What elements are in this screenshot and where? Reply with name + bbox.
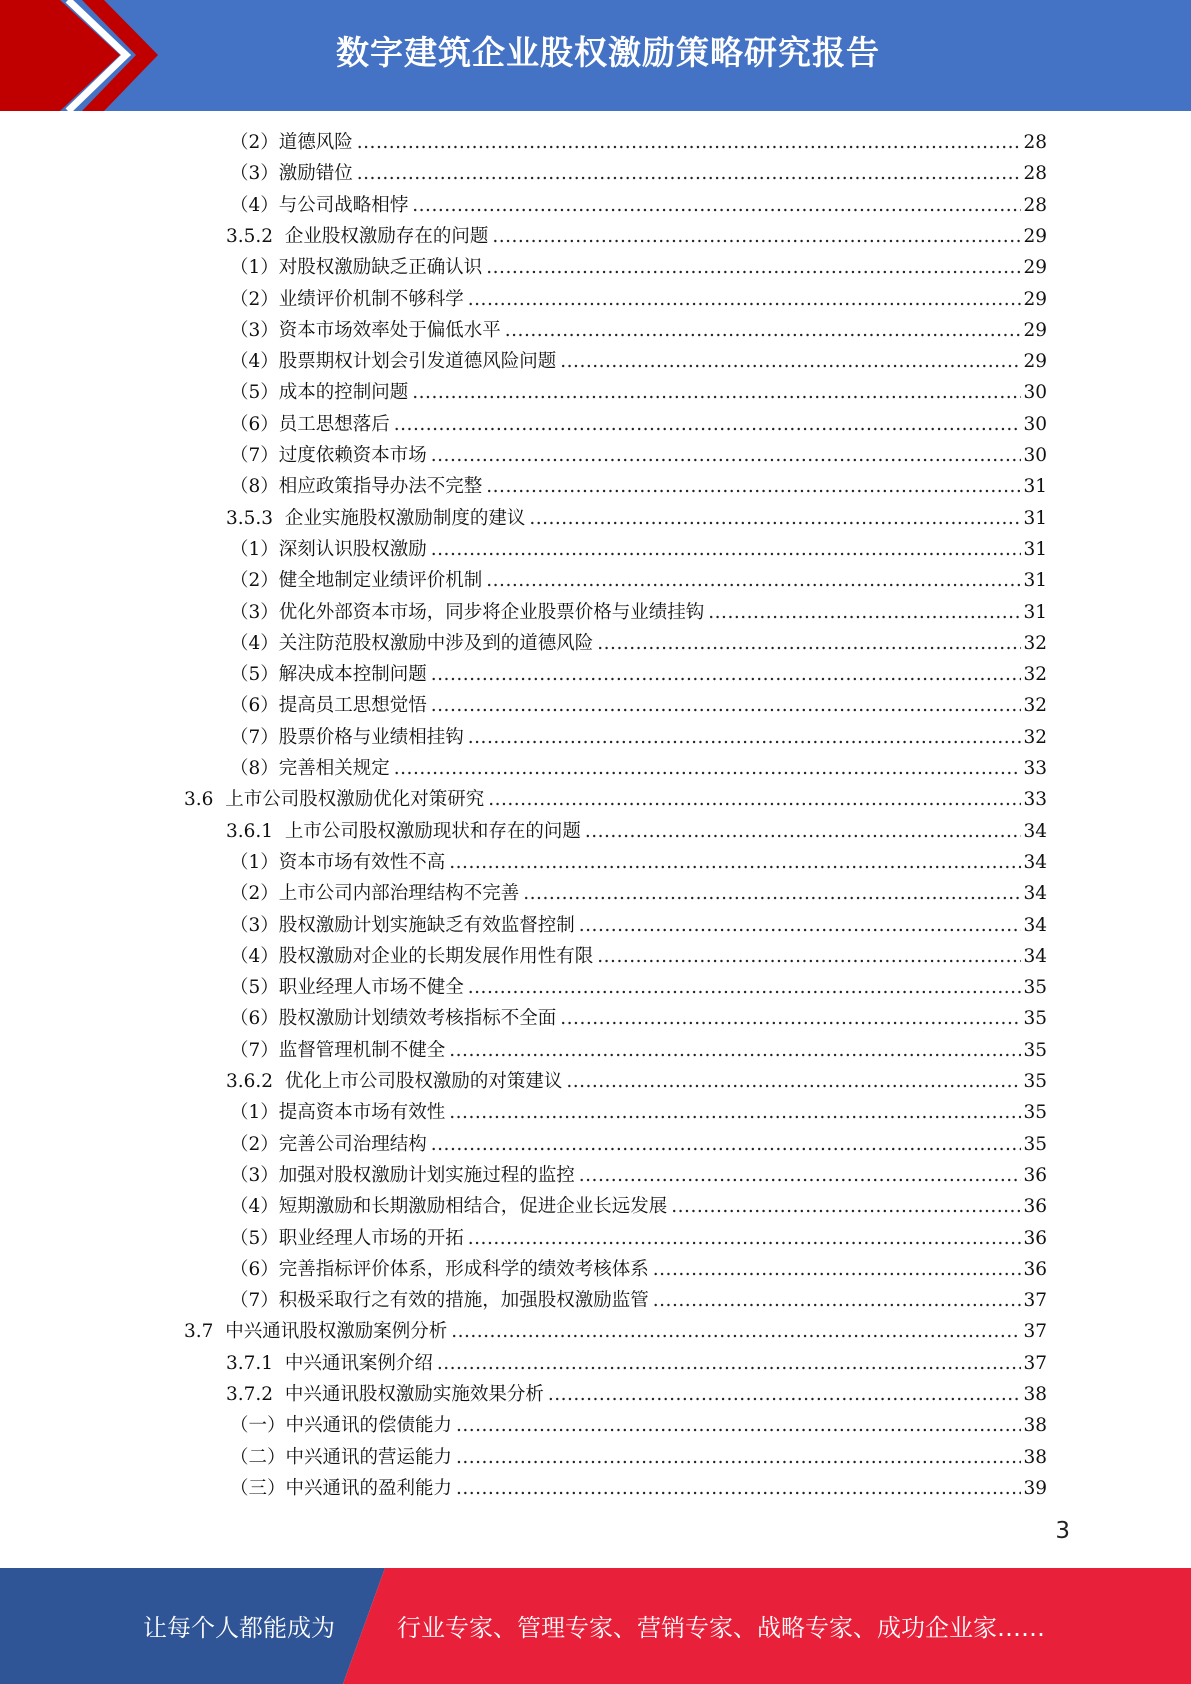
toc-entry-page: 32 <box>1023 695 1047 717</box>
toc-entry-number: （6） <box>230 1258 279 1280</box>
toc-entry-title: 与公司战略相悖 <box>278 194 409 216</box>
toc-entry[interactable] <box>230 315 1047 346</box>
toc-entry-number: （1） <box>230 1102 279 1124</box>
toc-entry-number: （2） <box>230 570 279 592</box>
toc-entry[interactable] <box>230 597 1047 628</box>
toc-dot-leader <box>597 628 1021 659</box>
toc-entry-number: （1） <box>230 851 279 873</box>
toc-dot-leader <box>431 534 1022 565</box>
toc-entry-title: 股权激励对企业的长期发展作用性有限 <box>278 945 594 967</box>
toc-dot-leader <box>486 252 1021 283</box>
toc-entry[interactable] <box>230 1254 1047 1285</box>
toc-entry-number: （1） <box>230 257 279 279</box>
toc-entry-number: （7） <box>230 726 279 748</box>
toc-entry-title: 上市公司股权激励优化对策研究 <box>225 789 485 811</box>
toc-entry[interactable] <box>226 221 1047 252</box>
toc-dot-leader <box>488 784 1021 815</box>
toc-entry-title: 加强对股权激励计划实施过程的监控 <box>278 1164 575 1186</box>
toc-entry-page: 38 <box>1023 1384 1047 1405</box>
toc-entry-title: 资本市场效率处于偏低水平 <box>278 319 501 341</box>
toc-dot-leader <box>431 659 1022 690</box>
toc-dot-leader <box>708 597 1021 628</box>
toc-entry-number: （8） <box>230 758 279 779</box>
toc-entry-page: 34 <box>1023 945 1047 967</box>
toc-entry-title: 中兴通讯的营运能力 <box>285 1446 453 1468</box>
toc-entry[interactable] <box>226 1379 1047 1410</box>
toc-entry-number: 3.6.1 <box>226 820 285 842</box>
toc-dot-leader <box>579 910 1022 941</box>
toc-entry-title: 积极采取行之有效的措施，加强股权激励监管 <box>278 1290 649 1312</box>
toc-dot-leader <box>505 315 1022 346</box>
toc-entry-page: 36 <box>1023 1227 1047 1249</box>
toc-entry-page: 28 <box>1023 194 1047 216</box>
toc-entry[interactable] <box>230 1285 1047 1316</box>
toc-entry-number: （5） <box>230 664 279 686</box>
toc-entry-number: （3） <box>230 1164 279 1186</box>
toc-entry-number: 3.5.3 <box>226 507 285 529</box>
toc-entry-number: （5） <box>230 1227 279 1249</box>
toc-entry[interactable] <box>230 1473 1047 1504</box>
toc-entry-title: 职业经理人市场的开拓 <box>278 1227 464 1249</box>
toc-entry-page: 32 <box>1023 664 1047 686</box>
toc-entry-title: 企业实施股权激励制度的建议 <box>284 507 526 529</box>
toc-entry[interactable] <box>230 628 1047 659</box>
toc-entry[interactable] <box>226 816 1047 847</box>
toc-entry-number: （4） <box>230 351 279 373</box>
toc-entry-number: （二） <box>230 1446 286 1468</box>
toc-dot-leader <box>597 941 1021 972</box>
toc-entry[interactable] <box>230 1191 1047 1222</box>
toc-entry[interactable] <box>230 753 1047 784</box>
toc-entry[interactable] <box>230 377 1047 408</box>
toc-dot-leader <box>431 1129 1022 1160</box>
toc-entry-page: 32 <box>1023 632 1047 654</box>
toc-dot-leader <box>560 1003 1021 1034</box>
toc-entry[interactable] <box>184 784 1047 815</box>
toc-entry[interactable] <box>230 127 1047 158</box>
toc-entry[interactable] <box>230 1410 1047 1441</box>
toc-entry-page: 28 <box>1023 163 1047 185</box>
toc-dot-leader <box>357 158 1022 189</box>
toc-entry-page: 33 <box>1023 758 1047 779</box>
toc-dot-leader <box>449 847 1021 878</box>
toc-entry-number: 3.7.2 <box>226 1384 285 1405</box>
toc-entry[interactable] <box>230 158 1047 189</box>
toc-entry-page: 31 <box>1023 476 1047 498</box>
toc-entry-title: 中兴通讯案例介绍 <box>284 1352 433 1374</box>
toc-dot-leader <box>394 753 1022 784</box>
toc-entry-page: 39 <box>1023 1477 1047 1499</box>
page-footer <box>0 1568 1191 1684</box>
toc-entry-number: （2） <box>230 1133 279 1155</box>
toc-entry-title: 短期激励和长期激励相结合，促进企业长远发展 <box>278 1196 668 1218</box>
toc-entry-number: （4） <box>230 194 279 216</box>
toc-entry[interactable] <box>230 1097 1047 1128</box>
toc-entry-number: （2） <box>230 132 279 153</box>
toc-entry-title: 股票价格与业绩相挂钩 <box>278 726 464 748</box>
toc-entry-title: 员工思想落后 <box>278 413 390 435</box>
toc-entry-number: （5） <box>230 977 279 999</box>
toc-entry-title: 监督管理机制不健全 <box>278 1039 446 1061</box>
toc-entry-title: 道德风险 <box>278 132 353 153</box>
toc-entry-number: （4） <box>230 1196 279 1218</box>
toc-entry[interactable] <box>230 1160 1047 1191</box>
toc-entry-title: 完善公司治理结构 <box>278 1133 427 1155</box>
toc-entry-page: 34 <box>1023 820 1047 842</box>
toc-entry-number: （3） <box>230 163 279 185</box>
toc-dot-leader <box>585 816 1022 847</box>
toc-entry-page: 36 <box>1023 1164 1047 1186</box>
toc-dot-leader <box>671 1191 1021 1222</box>
header-title: 数字建筑企业股权激励策略研究报告 <box>336 33 880 72</box>
toc-entry[interactable] <box>230 972 1047 1003</box>
toc-entry[interactable] <box>226 1348 1047 1379</box>
toc-dot-leader <box>357 127 1022 158</box>
toc-entry-number: 3.7 <box>184 1321 226 1343</box>
toc-entry-page: 30 <box>1023 382 1047 404</box>
toc-entry-number: 3.5.2 <box>226 225 285 247</box>
toc-entry-page: 34 <box>1023 851 1047 873</box>
toc-entry-title: 上市公司股权激励现状和存在的问题 <box>284 820 581 842</box>
toc-entry-title: 提高员工思想觉悟 <box>278 695 427 717</box>
toc-entry-page: 36 <box>1023 1196 1047 1218</box>
toc-entry-page: 31 <box>1023 507 1047 529</box>
toc-entry-title: 优化外部资本市场，同步将企业股票价格与业绩挂钩 <box>278 601 705 623</box>
toc-entry-number: 3.6.2 <box>226 1071 285 1092</box>
toc-entry-page: 29 <box>1023 257 1047 279</box>
toc-entry-page: 32 <box>1023 726 1047 748</box>
toc-entry[interactable] <box>226 503 1047 534</box>
toc-dot-leader <box>653 1285 1022 1316</box>
toc-entry[interactable] <box>230 440 1047 471</box>
toc-dot-leader <box>653 1254 1022 1285</box>
toc-entry[interactable] <box>230 1129 1047 1160</box>
toc-entry-number: （3） <box>230 319 279 341</box>
toc-entry[interactable] <box>230 565 1047 596</box>
toc-entry-page: 35 <box>1023 1039 1047 1061</box>
toc-dot-leader <box>431 440 1022 471</box>
toc-dot-leader <box>394 409 1022 440</box>
toc-entry[interactable] <box>230 1223 1047 1254</box>
toc-entry[interactable] <box>230 409 1047 440</box>
toc-entry-title: 上市公司内部治理结构不完善 <box>278 883 520 905</box>
toc-entry-page: 38 <box>1023 1415 1047 1437</box>
toc-dot-leader <box>456 1473 1021 1504</box>
toc-entry-title: 中兴通讯的盈利能力 <box>285 1477 453 1499</box>
toc-entry-page: 37 <box>1023 1321 1047 1343</box>
toc-entry-page: 35 <box>1023 977 1047 999</box>
toc-entry-number: （三） <box>230 1477 286 1499</box>
toc-dot-leader <box>529 503 1021 534</box>
toc-entry-title: 股票期权计划会引发道德风险问题 <box>278 351 557 373</box>
toc-entry-title: 深刻认识股权激励 <box>278 538 427 560</box>
toc-entry-title: 相应政策指导办法不完整 <box>278 476 483 498</box>
toc-entry[interactable] <box>230 284 1047 315</box>
toc-entry-title: 关注防范股权激励中涉及到的道德风险 <box>278 632 594 654</box>
toc-entry-title: 激励错位 <box>278 163 353 185</box>
toc-dot-leader <box>437 1348 1022 1379</box>
toc-entry[interactable] <box>230 1442 1047 1473</box>
toc-entry-title: 优化上市公司股权激励的对策建议 <box>284 1071 563 1092</box>
toc-entry[interactable] <box>230 847 1047 878</box>
toc-entry-number: （3） <box>230 601 279 623</box>
page-header <box>0 0 1191 111</box>
toc-dot-leader <box>486 565 1021 596</box>
toc-entry[interactable] <box>230 252 1047 283</box>
toc-entry-page: 29 <box>1023 288 1047 310</box>
footer-slogan-left: 让每个人都能成为 <box>143 1614 335 1642</box>
toc-dot-leader <box>579 1160 1022 1191</box>
toc-entry-title: 职业经理人市场不健全 <box>278 977 464 999</box>
toc-entry[interactable] <box>230 878 1047 909</box>
toc-entry[interactable] <box>230 941 1047 972</box>
toc-entry-number: （4） <box>230 945 279 967</box>
toc-entry-page: 38 <box>1023 1446 1047 1468</box>
toc-entry-title: 完善指标评价体系，形成科学的绩效考核体系 <box>278 1258 649 1280</box>
toc-entry-page: 31 <box>1023 570 1047 592</box>
toc-entry-page: 35 <box>1023 1133 1047 1155</box>
toc-entry-number: （7） <box>230 445 279 466</box>
toc-dot-leader <box>560 346 1021 377</box>
toc-entry-page: 29 <box>1023 351 1047 373</box>
toc-entry[interactable] <box>230 659 1047 690</box>
toc-entry-title: 资本市场有效性不高 <box>278 851 446 873</box>
toc-entry-number: （8） <box>230 476 279 498</box>
toc-entry[interactable] <box>230 471 1047 502</box>
toc-entry[interactable] <box>230 690 1047 721</box>
footer-slogan-right: 行业专家、管理专家、营销专家、战略专家、成功企业家…… <box>397 1614 1045 1642</box>
toc-entry-page: 37 <box>1023 1352 1047 1374</box>
toc-entry-page: 30 <box>1023 413 1047 435</box>
toc-entry-title: 股权激励计划绩效考核指标不全面 <box>278 1008 557 1030</box>
toc-dot-leader <box>456 1410 1021 1441</box>
toc-entry-title: 解决成本控制问题 <box>278 664 427 686</box>
toc-dot-leader <box>451 1316 1021 1347</box>
toc-dot-leader <box>431 690 1022 721</box>
toc-dot-leader <box>412 377 1021 408</box>
toc-entry-page: 31 <box>1023 538 1047 560</box>
toc-entry-title: 健全地制定业绩评价机制 <box>278 570 483 592</box>
toc-entry-title: 中兴通讯股权激励案例分析 <box>225 1321 448 1343</box>
toc-entry[interactable] <box>230 346 1047 377</box>
toc-entry[interactable] <box>230 910 1047 941</box>
toc-dot-leader <box>492 221 1021 252</box>
toc-entry-number: （6） <box>230 413 279 435</box>
toc-dot-leader <box>412 190 1021 221</box>
toc-entry-page: 30 <box>1023 445 1047 466</box>
toc-entry-title: 中兴通讯的偿债能力 <box>285 1415 453 1437</box>
toc-entry-number: （1） <box>230 538 279 560</box>
toc-entry-title: 中兴通讯股权激励实施效果分析 <box>284 1384 544 1405</box>
toc-entry-page: 34 <box>1023 883 1047 905</box>
toc-entry-page: 29 <box>1023 319 1047 341</box>
toc-entry-page: 35 <box>1023 1071 1047 1092</box>
toc-entry-page: 34 <box>1023 914 1047 936</box>
toc-entry-title: 对股权激励缺乏正确认识 <box>278 257 483 279</box>
toc-dot-leader <box>486 471 1021 502</box>
toc-entry-page: 37 <box>1023 1290 1047 1312</box>
toc-dot-leader <box>566 1066 1021 1097</box>
toc-dot-leader <box>523 878 1021 909</box>
toc-dot-leader <box>468 284 1022 315</box>
toc-entry[interactable] <box>184 1316 1047 1347</box>
toc-dot-leader <box>456 1442 1021 1473</box>
toc-entry-number: （一） <box>230 1415 286 1437</box>
toc-entry-page: 35 <box>1023 1008 1047 1030</box>
toc-entry-title: 股权激励计划实施缺乏有效监督控制 <box>278 914 575 936</box>
toc-entry-page: 36 <box>1023 1258 1047 1280</box>
toc-entry-title: 过度依赖资本市场 <box>278 445 427 466</box>
toc-entry[interactable] <box>230 722 1047 753</box>
toc-entry[interactable] <box>230 534 1047 565</box>
toc-dot-leader <box>468 972 1022 1003</box>
toc-entry-page: 29 <box>1023 225 1047 247</box>
toc-entry-title: 企业股权激励存在的问题 <box>284 225 489 247</box>
toc-dot-leader <box>468 722 1022 753</box>
toc-entry-number: （5） <box>230 382 279 404</box>
toc-entry-title: 成本的控制问题 <box>278 382 409 404</box>
toc-dot-leader <box>468 1223 1022 1254</box>
toc-entry[interactable] <box>226 1066 1047 1097</box>
toc-entry-number: 3.6 <box>184 789 226 811</box>
toc-entry-page: 35 <box>1023 1102 1047 1124</box>
toc-entry-number: （3） <box>230 914 279 936</box>
toc-entry-number: 3.7.1 <box>226 1352 285 1374</box>
toc-entry[interactable] <box>230 190 1047 221</box>
toc-entry-number: （2） <box>230 288 279 310</box>
toc-entry-title: 业绩评价机制不够科学 <box>278 288 464 310</box>
toc-entry-number: （7） <box>230 1290 279 1312</box>
toc-entry-title: 完善相关规定 <box>278 758 390 779</box>
page-number: 3 <box>1055 1518 1070 1544</box>
toc-entry-page: 31 <box>1023 601 1047 623</box>
toc-entry-number: （7） <box>230 1039 279 1061</box>
toc-entry-number: （4） <box>230 632 279 654</box>
toc-dot-leader <box>449 1035 1021 1066</box>
toc-entry-page: 33 <box>1023 789 1047 811</box>
toc-entry[interactable] <box>230 1035 1047 1066</box>
toc-entry-number: （6） <box>230 695 279 717</box>
toc-entry-number: （6） <box>230 1008 279 1030</box>
toc-dot-leader <box>548 1379 1022 1410</box>
toc-entry-number: （2） <box>230 883 279 905</box>
toc-entry[interactable] <box>230 1003 1047 1034</box>
toc-entry-title: 提高资本市场有效性 <box>278 1102 446 1124</box>
toc-entry-page: 28 <box>1023 132 1047 153</box>
toc-dot-leader <box>449 1097 1021 1128</box>
